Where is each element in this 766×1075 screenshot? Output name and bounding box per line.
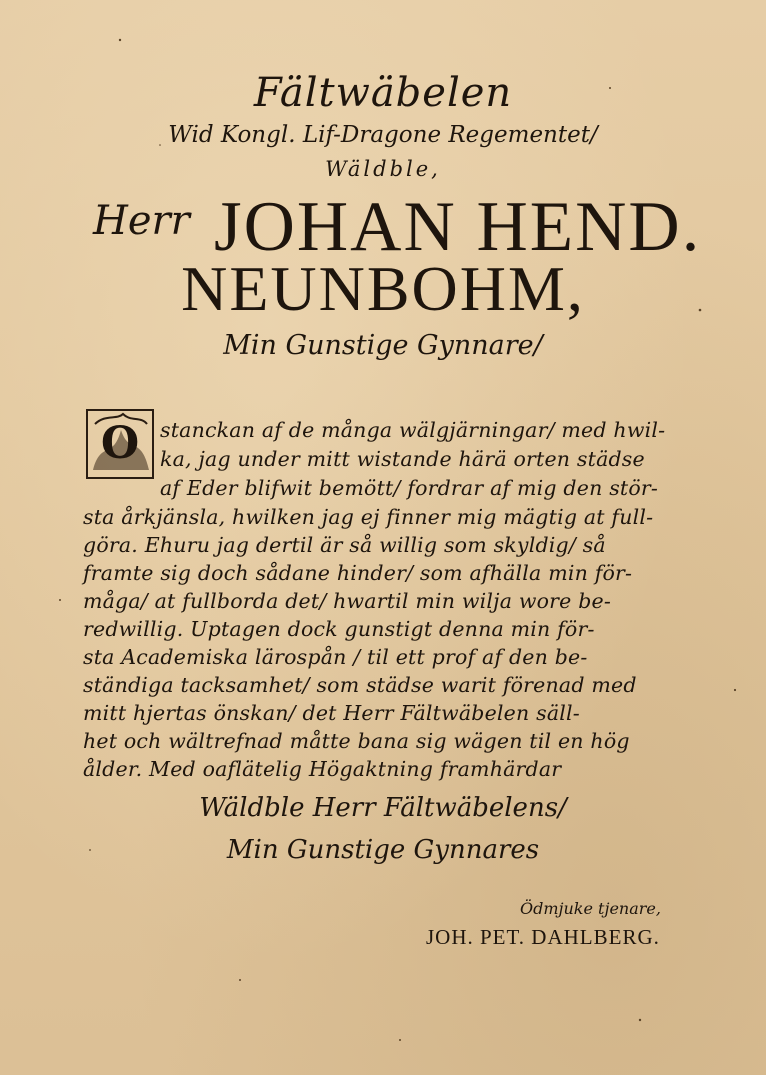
- regiment-line: Wid Kongl. Lif-Dragone Regementet/: [168, 122, 598, 148]
- honorific-line: Wäldble,: [325, 157, 441, 181]
- letter-line: ständiga tacksamhet/ som städse warit förenad med: [83, 673, 637, 697]
- dropcap-ornament: [83, 400, 157, 482]
- letter-line: måga/ at fullborda det/ hwartil min wilja wore be-: [83, 589, 611, 613]
- letter-line: het och wältrefnad måtte bana sig wägen til en hög: [83, 729, 630, 753]
- recipient-first-name: JOHAN HEND.: [214, 188, 702, 266]
- letter-line: ålder. Med oaflätelig Högaktning framhärdar: [83, 757, 562, 781]
- recipient-last-name: NEUNBOHM,: [181, 253, 585, 324]
- letter-line: redwillig. Uptagen dock gunstigt denna min för-: [83, 617, 595, 641]
- letter-line: göra. Ehuru jag dertil är så willig som skyldig/ så: [83, 533, 606, 557]
- closing-line-1: Wäldble Herr Fältwäbelens/: [199, 793, 567, 823]
- closing-line-2: Min Gunstige Gynnares: [226, 835, 540, 865]
- dropcap-letter: O: [100, 418, 140, 469]
- document-title: Fältwäbelen: [253, 70, 513, 116]
- letter-line: af Eder blifwit bemött/ fordrar af mig den stör-: [160, 476, 659, 500]
- letter-line: framte sig doch sådane hinder/ som afhälla min för-: [83, 561, 633, 585]
- herr-title: Herr: [93, 198, 190, 244]
- letter-line: sta årkjänsla, hwilken jag ej finner mig mägtig at full-: [83, 505, 654, 529]
- address-line: Min Gunstige Gynnare/: [223, 330, 543, 361]
- signature: JOH. PET. DAHLBERG.: [426, 925, 660, 949]
- letter-line: ka, jag under mitt wistande härä orten städse: [160, 447, 645, 471]
- letter-line: stanckan af de många wälgjärningar/ med hwil-: [160, 418, 666, 442]
- servant-line: Ödmjuke tjenare,: [520, 899, 661, 918]
- letter-line: mitt hjertas önskan/ det Herr Fältwäbelen säll-: [83, 701, 580, 725]
- letter-line: sta Academiska lärospån / til ett prof af den be-: [83, 645, 588, 669]
